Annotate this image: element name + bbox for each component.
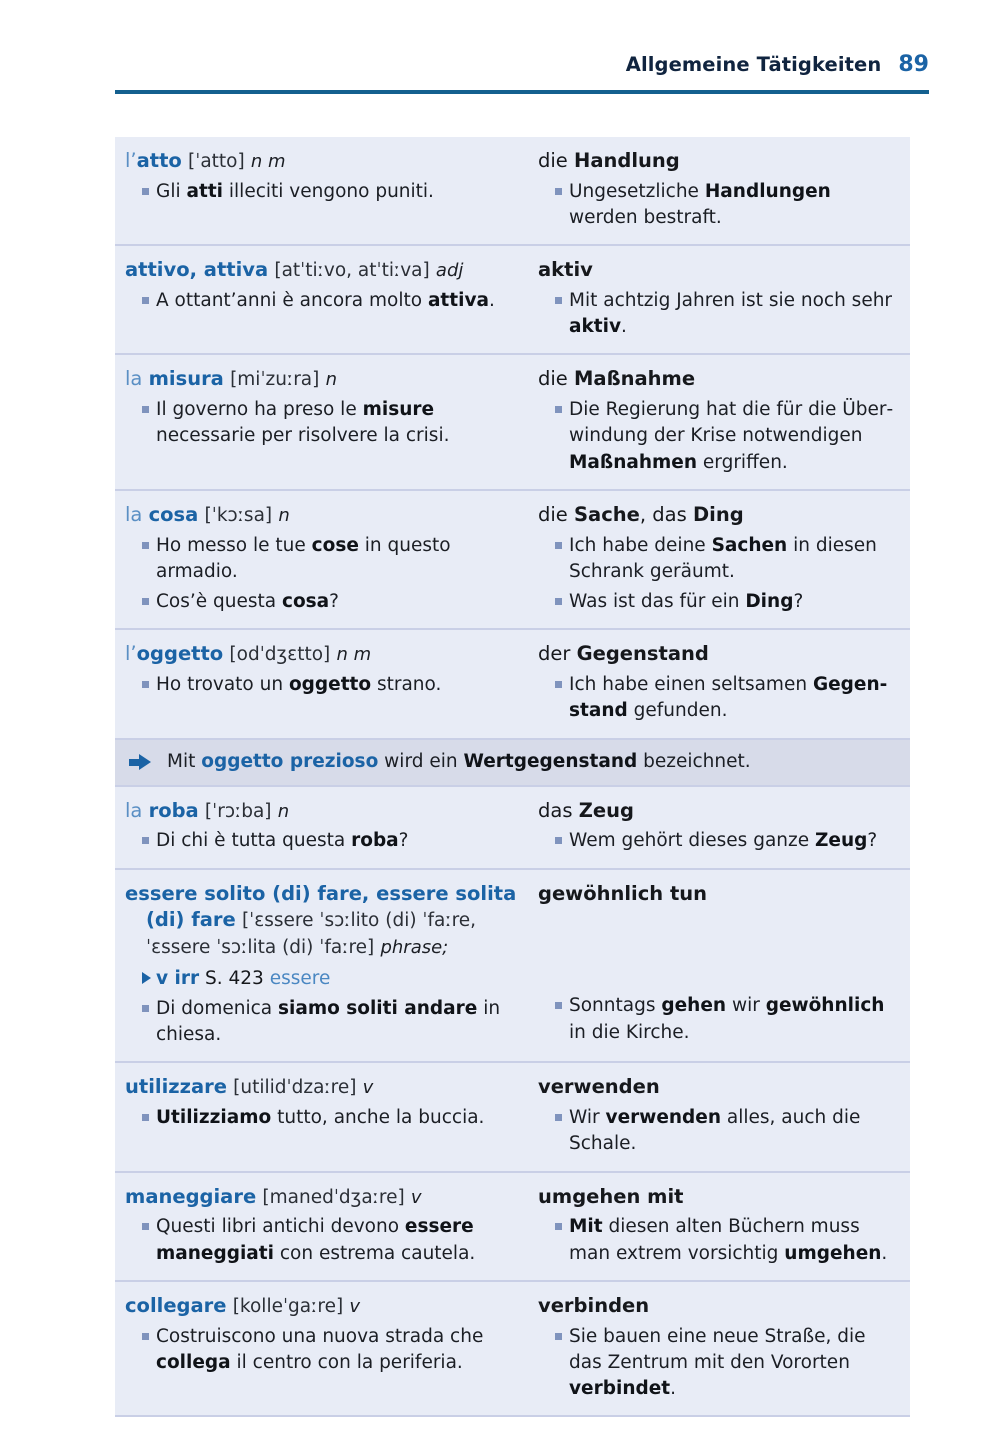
- header-rule: [115, 90, 929, 94]
- translation-line: [538, 257, 900, 284]
- headword-line: [125, 1184, 517, 1211]
- cross-reference-page: S. 423: [204, 967, 264, 989]
- cross-reference-pos: v irr: [156, 967, 200, 989]
- source-language-column: [115, 1184, 529, 1267]
- translation-headword[interactable]: Zeug: [578, 798, 634, 822]
- example-sentence: [125, 397, 517, 450]
- bullet-icon: [555, 1002, 562, 1009]
- translation-line: [538, 881, 900, 908]
- plain-text: strano.: [371, 674, 442, 696]
- plain-text: in die Kirche.: [569, 1021, 690, 1043]
- headword-article: la: [125, 502, 149, 526]
- phonetic-transcription: [ˈatto]: [188, 151, 245, 172]
- plain-text: necessarie per risolvere la crisi.: [156, 425, 450, 447]
- plain-text: Cos’è questa: [156, 591, 282, 613]
- plain-text: ?: [398, 830, 409, 852]
- source-language-column: [115, 257, 529, 340]
- plain-text: , das: [639, 502, 693, 526]
- translation-headword[interactable]: verwenden: [538, 1075, 660, 1099]
- phonetic-transcription: [odˈdʒɛtto]: [229, 644, 331, 666]
- plain-text: ?: [867, 830, 878, 852]
- dictionary-entry: [115, 1063, 910, 1172]
- plain-text: Mit achtzig Jahren ist sie noch sehr: [569, 289, 893, 311]
- plain-text: alles, auch die Schale.: [569, 1107, 861, 1155]
- translation-headword[interactable]: gewöhnlich tun: [538, 881, 708, 905]
- plain-text: Wem gehört dieses ganze: [569, 830, 815, 852]
- dictionary-entry: [115, 630, 910, 739]
- highlighted-term: Sachen: [711, 534, 788, 556]
- bullet-icon: [142, 1005, 149, 1012]
- highlighted-term: verbindet: [569, 1378, 671, 1400]
- headword-line: [125, 798, 517, 825]
- plain-text: Ich habe einen seltsamen: [569, 674, 813, 696]
- translation-article: das: [538, 798, 573, 822]
- source-language-column: [115, 641, 529, 724]
- plain-text: .: [489, 289, 495, 311]
- headword[interactable]: utilizzare: [125, 1075, 227, 1099]
- translation-headword[interactable]: Gegenstand: [576, 642, 709, 666]
- headword-article: la: [125, 367, 149, 391]
- source-language-column: [115, 1293, 529, 1403]
- headword[interactable]: collegare: [125, 1293, 227, 1317]
- example-sentence: [538, 672, 900, 725]
- plain-text: con estrema cautela.: [273, 1242, 476, 1264]
- highlighted-term: atti: [186, 180, 224, 202]
- highlighted-term: Gegenstand: [569, 674, 888, 722]
- dictionary-entry: [115, 1173, 910, 1282]
- highlighted-term: Handlungen: [704, 180, 831, 202]
- bullet-icon: [555, 1223, 562, 1230]
- plain-text: Di domenica: [156, 997, 278, 1019]
- dictionary-entry: [115, 137, 910, 246]
- source-language-column: [115, 1074, 529, 1157]
- bullet-icon: [142, 598, 149, 605]
- bullet-icon: [142, 1223, 149, 1230]
- highlighted-term: oggetto: [288, 674, 372, 696]
- headword-article: l’: [125, 149, 137, 172]
- highlighted-term: cosa: [281, 591, 330, 613]
- headword[interactable]: oggetto: [136, 642, 224, 666]
- target-language-column: [529, 1074, 910, 1157]
- alignment-spacer: [538, 910, 900, 989]
- translation-headword[interactable]: aktiv: [538, 258, 593, 282]
- bullet-icon: [142, 1114, 149, 1121]
- page-number: 89: [898, 52, 929, 77]
- plain-text: ?: [329, 591, 339, 613]
- plain-text: ?: [793, 591, 804, 613]
- bullet-icon: [555, 598, 562, 605]
- phonetic-transcription: [utilidˈdzaːre]: [233, 1077, 357, 1099]
- target-language-column: [529, 257, 910, 340]
- example-sentence: [538, 397, 900, 476]
- headword[interactable]: roba: [148, 798, 199, 822]
- translation-article: die: [538, 149, 568, 172]
- example-sentence: [538, 828, 900, 854]
- headword-line: [125, 881, 517, 961]
- highlighted-term: umgehen: [784, 1242, 882, 1264]
- headword-line: [125, 641, 517, 668]
- example-sentence: [125, 179, 517, 205]
- dictionary-entry: [115, 355, 910, 491]
- note-post-text: bezeichnet.: [637, 750, 751, 772]
- example-sentence: [538, 993, 900, 1046]
- headword-line: [125, 257, 517, 284]
- example-sentence: [538, 589, 900, 615]
- plain-text: Gli: [156, 180, 187, 202]
- plain-text: Wir: [569, 1107, 606, 1129]
- usage-note: [115, 740, 910, 787]
- headword-line: [125, 502, 517, 529]
- phonetic-transcription: [atˈtiːvo, atˈtiːva]: [274, 260, 430, 282]
- cross-reference-word[interactable]: essere: [269, 967, 331, 989]
- bullet-icon: [555, 681, 562, 688]
- plain-text: Sonntags: [569, 995, 662, 1017]
- highlighted-term: Zeug: [814, 830, 868, 852]
- highlighted-term: collega: [156, 1351, 231, 1373]
- headword-line: [125, 148, 517, 175]
- phonetic-transcription: [ˈkɔːsa]: [204, 504, 273, 526]
- section-title: Allgemeine Tätigkeiten: [625, 53, 882, 76]
- plain-text: A ottant’anni è ancora molto: [156, 289, 428, 311]
- source-language-column: [115, 798, 529, 855]
- translation-line: [538, 1293, 900, 1320]
- bullet-icon: [555, 1114, 562, 1121]
- bullet-icon: [555, 1333, 562, 1340]
- note-mid-text: wird ein: [378, 750, 464, 772]
- plain-text: .: [881, 1242, 888, 1264]
- headword[interactable]: maneggiare: [125, 1184, 257, 1208]
- translation-headword[interactable]: verbinden: [538, 1293, 650, 1317]
- example-sentence: [538, 1324, 900, 1403]
- example-sentence: [125, 1214, 517, 1267]
- example-sentence: [538, 1105, 900, 1158]
- part-of-speech: v: [410, 1186, 422, 1208]
- example-sentence: [125, 1105, 517, 1131]
- headword[interactable]: atto: [136, 149, 182, 172]
- plain-text: in chiesa.: [156, 997, 501, 1046]
- headword-line: [125, 1074, 517, 1101]
- dictionary-entry: [115, 1282, 910, 1418]
- example-sentence: [538, 1214, 900, 1267]
- plain-text: diesen alten Büchern muss man extrem vorsichtig: [569, 1216, 860, 1264]
- part-of-speech: v: [349, 1295, 361, 1317]
- triangle-right-icon: [142, 972, 151, 984]
- plain-text: Di chi è tutta questa: [156, 830, 352, 852]
- headword-line: [125, 366, 517, 393]
- bullet-icon: [555, 188, 562, 195]
- translation-line: [538, 366, 900, 393]
- highlighted-term: Ding: [745, 591, 794, 613]
- dictionary-entry: [115, 787, 910, 870]
- source-language-column: [115, 502, 529, 616]
- part-of-speech: phrase;: [380, 936, 449, 958]
- target-language-column: [529, 502, 910, 616]
- phonetic-transcription: [ˈɛssere ˈsɔːlito (di) ˈfaːre, ˈɛssere ˈsɔːlita (di) ˈfaːre]: [146, 910, 477, 958]
- example-sentence: [538, 533, 900, 586]
- target-language-column: [529, 1184, 910, 1267]
- plain-text: in questo armadio.: [156, 534, 451, 582]
- highlighted-term: aktiv: [569, 316, 622, 338]
- phonetic-transcription: [ˈrɔːba]: [204, 800, 272, 822]
- plain-text: wir: [726, 995, 766, 1017]
- cross-reference[interactable]: [125, 966, 517, 992]
- highlighted-term: attiva: [427, 289, 489, 311]
- note-german-term[interactable]: Wertgegenstand: [463, 750, 638, 772]
- dictionary-entry: [115, 246, 910, 355]
- plain-text: Ungesetzliche: [569, 180, 705, 202]
- translation-line: [538, 641, 900, 668]
- part-of-speech: adj: [435, 260, 464, 282]
- plain-text: Ho messo le tue: [156, 534, 312, 556]
- example-sentence: [125, 996, 517, 1049]
- translation-headword[interactable]: Maßnahme: [574, 367, 696, 391]
- source-language-column: [115, 148, 529, 231]
- target-language-column: [529, 641, 910, 724]
- translation-line: [538, 148, 900, 175]
- plain-text: Sie bauen eine neue Straße, die das Zentrum mit den Vororten: [569, 1325, 866, 1373]
- target-language-column: [529, 1293, 910, 1403]
- plain-text: illeciti vengono puniti.: [223, 180, 434, 202]
- plain-text: il centro con la periferia.: [230, 1351, 463, 1373]
- plain-text: gefunden.: [627, 700, 728, 722]
- part-of-speech: n: [278, 504, 290, 526]
- example-sentence: [538, 179, 900, 232]
- example-sentence: [538, 288, 900, 341]
- bullet-icon: [142, 837, 149, 844]
- plain-text: in diesen Schrank geräumt.: [569, 534, 877, 582]
- plain-text: Ho trovato un: [156, 674, 289, 696]
- part-of-speech: n: [277, 800, 290, 822]
- translation-line: [538, 798, 900, 825]
- target-language-column: [529, 148, 910, 231]
- source-language-column: [115, 366, 529, 476]
- translation-line: [538, 502, 900, 529]
- example-sentence: [125, 672, 517, 698]
- translation-headword[interactable]: umgehen mit: [538, 1184, 684, 1208]
- translation-line: [538, 1074, 900, 1101]
- headword-article: l’: [125, 642, 137, 666]
- plain-text: ergriffen.: [697, 451, 788, 473]
- example-sentence: [125, 589, 517, 615]
- highlighted-term: Maßnahmen: [569, 451, 698, 473]
- dictionary-entry-list: [115, 137, 910, 1417]
- bullet-icon: [555, 542, 562, 549]
- bullet-icon: [555, 297, 562, 304]
- note-pre-text: Mit: [167, 750, 202, 772]
- highlighted-term: Mit: [569, 1216, 603, 1238]
- bullet-icon: [555, 837, 562, 844]
- plain-text: .: [621, 316, 627, 338]
- plain-text: Il governo ha preso le: [156, 399, 363, 421]
- plain-text: Costruiscono una nuova strada che: [156, 1325, 484, 1347]
- plain-text: die: [538, 502, 574, 526]
- target-language-column: [529, 881, 910, 1049]
- plain-text: Questi libri antichi devono: [156, 1216, 405, 1238]
- highlighted-term: cose: [311, 534, 359, 556]
- bullet-icon: [142, 1333, 149, 1340]
- example-sentence: [125, 533, 517, 586]
- target-language-column: [529, 366, 910, 476]
- headword-line: [125, 1293, 517, 1320]
- bullet-icon: [142, 681, 149, 688]
- bullet-icon: [142, 188, 149, 195]
- part-of-speech: n m: [336, 644, 372, 666]
- phonetic-transcription: [manedˈdʒaːre]: [262, 1186, 405, 1208]
- highlighted-term: verwenden: [605, 1107, 722, 1129]
- plain-text: Was ist das für ein: [569, 591, 746, 613]
- example-sentence: [125, 288, 517, 314]
- usage-note-sentence: [167, 749, 751, 775]
- highlighted-term: misure: [362, 399, 435, 421]
- translation-headword[interactable]: Handlung: [574, 149, 680, 172]
- headword[interactable]: cosa: [148, 502, 199, 526]
- highlighted-term: Ding: [692, 502, 744, 526]
- example-sentence: [125, 1324, 517, 1377]
- plain-text: .: [670, 1378, 677, 1400]
- translation-article: die: [538, 367, 568, 391]
- highlighted-term: siamo soliti andare: [277, 997, 478, 1019]
- translation-article: der: [538, 642, 571, 666]
- headword[interactable]: misura: [148, 367, 224, 391]
- highlighted-term: essere maneggiati: [156, 1216, 474, 1264]
- target-language-column: [529, 798, 910, 855]
- headword[interactable]: attivo, attiva: [125, 258, 269, 282]
- bullet-icon: [142, 542, 149, 549]
- part-of-speech: v: [362, 1077, 374, 1099]
- translation-line: [538, 1184, 900, 1211]
- headword-article: la: [125, 798, 149, 822]
- plain-text: werden bestraft.: [569, 206, 722, 228]
- highlighted-term: gewöhnlich: [765, 995, 885, 1017]
- usage-note-text: [115, 749, 751, 775]
- bullet-icon: [142, 406, 149, 413]
- headword[interactable]: essere solito (di) fare, essere solita (di) fare: [125, 881, 517, 932]
- highlighted-term: gehen: [661, 995, 727, 1017]
- dictionary-entry: [115, 491, 910, 631]
- part-of-speech: n: [325, 369, 337, 391]
- arrow-head: [139, 754, 151, 770]
- running-head: [0, 0, 1008, 77]
- note-italian-term[interactable]: oggetto prezioso: [201, 750, 379, 772]
- plain-text: tutto, anche la buccia.: [271, 1107, 485, 1129]
- plain-text: Die Regierung hat die für die Überwindung der Krise notwendigen: [569, 399, 894, 447]
- part-of-speech: n m: [250, 151, 286, 172]
- source-language-column: [115, 881, 529, 1049]
- highlighted-term: Utilizziamo: [156, 1107, 272, 1129]
- phonetic-transcription: [kolleˈgaːre]: [232, 1295, 344, 1317]
- phonetic-transcription: [miˈzuːra]: [230, 369, 320, 391]
- bullet-icon: [555, 406, 562, 413]
- dictionary-entry: [115, 870, 910, 1064]
- page-header: [0, 0, 1008, 94]
- example-sentence: [125, 828, 517, 854]
- bullet-icon: [142, 297, 149, 304]
- arrow-right-icon: [129, 754, 151, 770]
- plain-text: Ich habe deine: [569, 534, 712, 556]
- highlighted-term: Sache: [574, 502, 640, 526]
- highlighted-term: roba: [351, 830, 399, 852]
